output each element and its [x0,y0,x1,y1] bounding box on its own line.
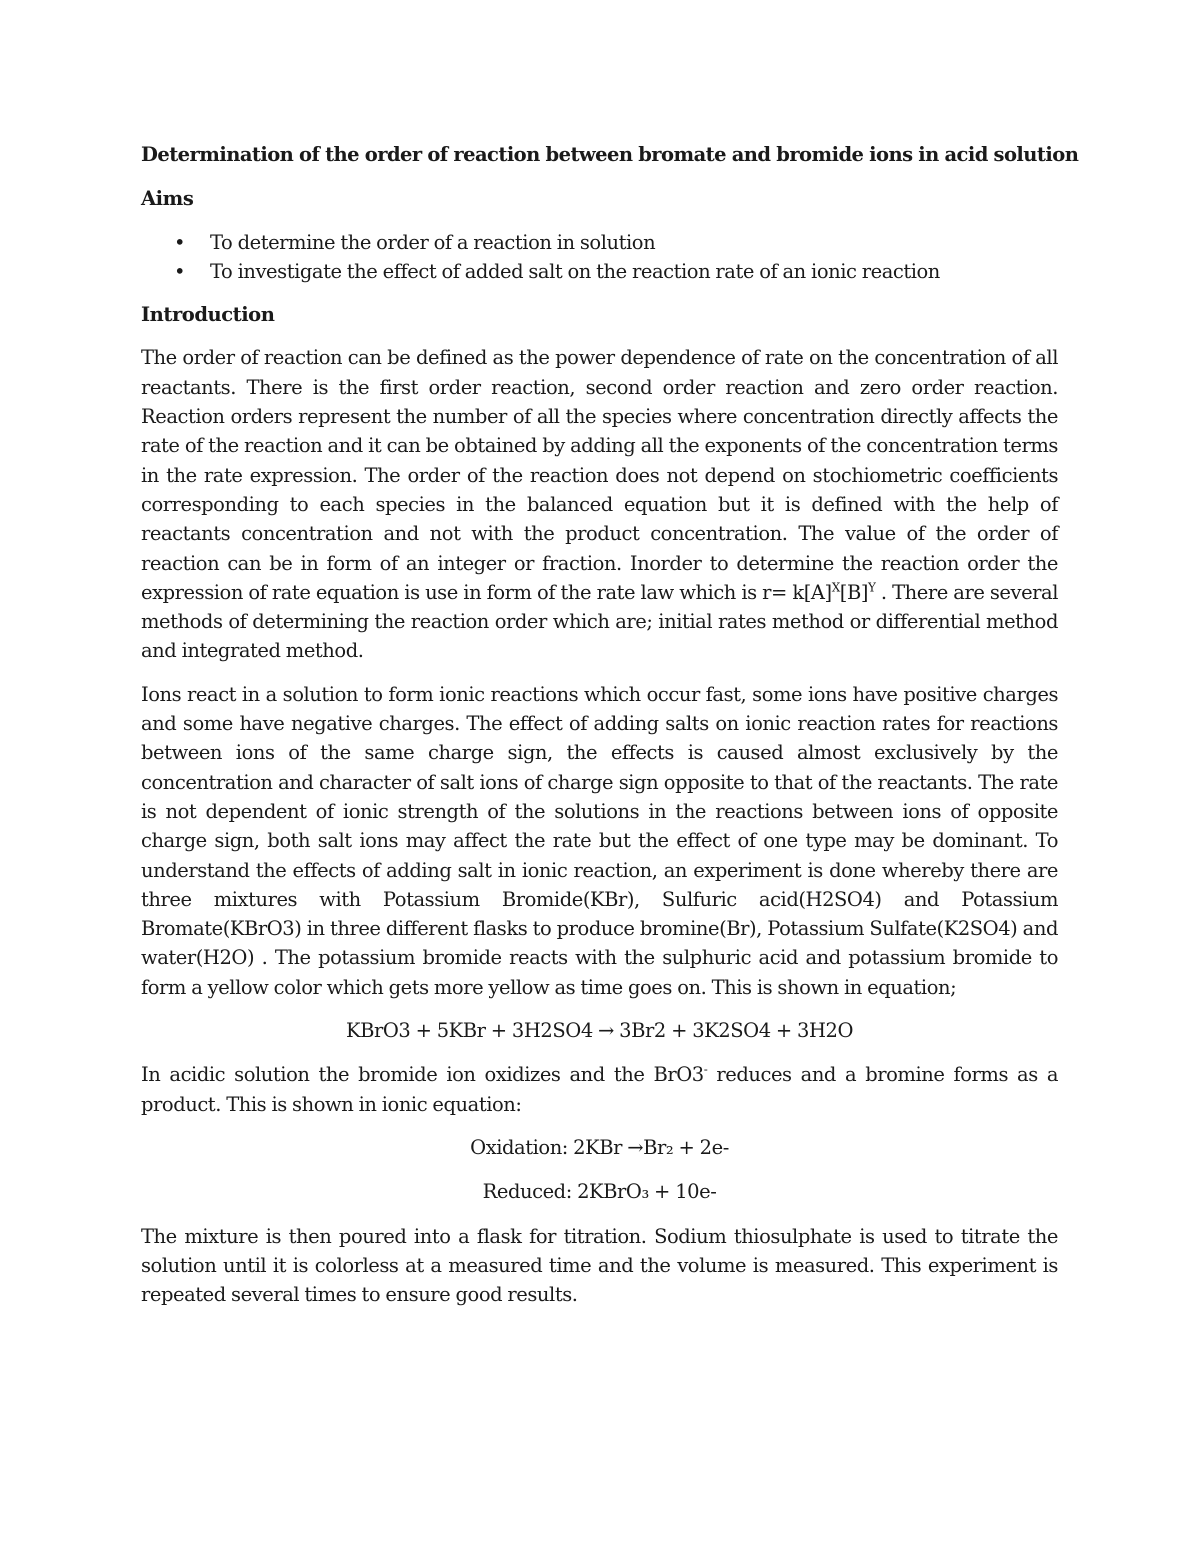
list-item [141,228,1058,257]
bullet-icon: • [174,230,186,254]
paragraph-text: . There are several methods of determining the reaction order which are; initial rates method or differential method and integrated method. [141,580,1059,663]
document-page [141,140,1079,1323]
exponent-x: X [831,580,840,595]
list-item [141,257,1058,286]
intro-paragraph-4: The mixture is then poured into a flask for titration. Sodium thiosulphate is used to titrate the solution until it is colorless at a measured time and the volume is measured. This experiment is repeated several times to ensure good results. [141,1224,1058,1307]
introduction-heading: Introduction [141,303,275,327]
paragraph-text: The order of reaction can be defined as the power dependence of rate on the concentration of all reactants. There is the first order reaction, second order reaction and zero order reaction. Reaction orders represent the number of all the species where concentration directly affects the rate of the reaction and it can be obtained by adding all the exponents of the concentration terms in the rate expression. The order of the reaction does not depend on stochiometric coefficients corresponding to each species in the balanced equation but it is defined with the help of reactants concentration and not with the product concentration. The value of the order of reaction can be in form of an integer or fraction. Inorder to determine the reaction order the expression of rate equation is use in form of the rate law which is r= k[A] [141,346,1058,604]
oxidation-equation: Oxidation: 2KBr →Br₂ + 2e- [470,1135,729,1159]
aims-heading: Aims [141,187,194,211]
bullet-icon: • [174,259,186,283]
paragraph-text: In acidic solution the bromide ion oxidizes and the BrO3 [141,1063,704,1087]
rate-law-term: [B] [839,580,868,604]
charge-superscript: - [703,1062,708,1077]
paragraph-text: reduces and a bromine forms as a product. This is shown in ionic equation: [141,1063,1058,1116]
aim-text: To investigate the effect of added salt on the reaction rate of an ionic reaction [210,259,940,283]
aim-text: To determine the order of a reaction in solution [210,230,656,254]
balanced-equation: KBrO3 + 5KBr + 3H2SO4 → 3Br2 + 3K2SO4 + 3H2O [345,1019,854,1043]
exponent-y: Y [867,580,876,595]
document-title: Determination of the order of reaction between bromate and bromide ions in acid solution [141,143,1079,166]
aims-list [141,228,1058,287]
intro-paragraph-2: Ions react in a solution to form ionic reactions which occur fast, some ions have positive charges and some have negative charges. The effect of adding salts on ionic reaction rates for reactions between ions of the same charge sign, the effects is caused almost exclusively by the concentration and character of salt ions of charge sign opposite to that of the reactants. The rate is not dependent of ionic strength of the solutions in the reactions between ions of opposite charge sign, both salt ions may affect the rate but the effect of one type may be dominant. To understand the effects of adding salt in ionic reaction, an experiment is done whereby there are three mixtures with Potassium Bromide(KBr), Sulfuric acid(H2SO4) and Potassium Bromate(KBrO3) in three different flasks to produce bromine(Br), Potassium Sulfate(K2SO4) and water(H2O) . The potassium bromide reacts with the sulphuric acid and potassium bromide to form a yellow color which gets more yellow as time goes on. This is shown in equation; [141,682,1058,999]
reduction-equation: Reduced: 2KBrO₃ + 10e- [482,1180,717,1204]
intro-paragraph-3 [141,1060,1058,1119]
intro-paragraph-1 [141,343,1058,665]
